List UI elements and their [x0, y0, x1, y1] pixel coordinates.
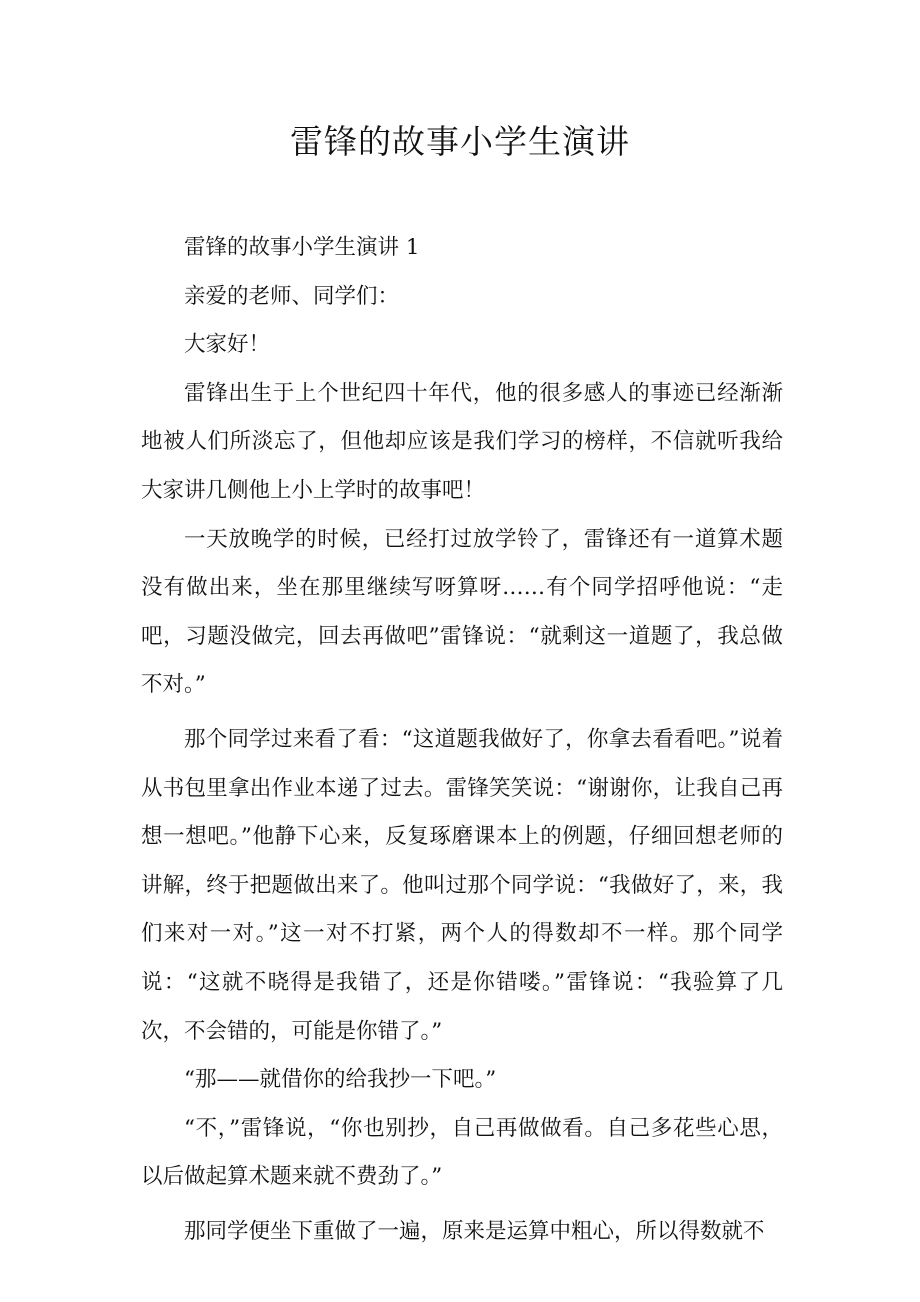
- paragraph-intro: 雷锋出生于上个世纪四十年代，他的很多感人的事迹已经渐渐地被人们所淡忘了，但他却应该是我们学习的榜样，不信就听我给大家讲几侧他上小上学时的故事吧！: [141, 380, 783, 503]
- paragraph-story-2: 那个同学过来看了看：“这道题我做好了，你拿去看看吧。”说着从书包里拿出作业本递了过去。雷锋笑笑说：“谢谢你，让我自己再想一想吧。”他静下心来，反复琢磨课本上的例题，仔细回想老师的讲解，终于把题做出来了。他叫过那个同学说：“我做好了，来，我们来对一对。”这一对不打紧，两个人的得数却不一样。那个同学说：“这就不晓得是我错了，还是你错喽。”雷锋说：“我验算了几次，不会错的，可能是你错了。”: [141, 726, 783, 1044]
- paragraph-story-1: 一天放晚学的时候，已经打过放学铃了，雷锋还有一道算术题没有做出来，坐在那里继续写呀算呀……有个同学招呼他说：“走吧，习题没做完，回去再做吧”雷锋说：“就剩这一道题了，我总做不对。”: [141, 526, 783, 698]
- paragraph-story-3: 那同学便坐下重做了一遍，原来是运算中粗心，所以得数就不: [184, 1218, 765, 1244]
- paragraph-greeting: 大家好！: [184, 332, 271, 358]
- document-title: 雷锋的故事小学生演讲: [290, 122, 630, 161]
- paragraph-dialogue-2: “不，”雷锋说，“你也别抄，自己再做做看。自己多花些心思，以后做起算术题来就不费劲了。”: [141, 1115, 783, 1190]
- paragraph-dialogue-1: “那——就借你的给我抄一下吧。”: [184, 1067, 497, 1093]
- paragraph-salutation: 亲爱的老师、同学们：: [184, 283, 400, 309]
- paragraph-heading: 雷锋的故事小学生演讲 1: [184, 235, 420, 260]
- document-body: [141, 224, 783, 1256]
